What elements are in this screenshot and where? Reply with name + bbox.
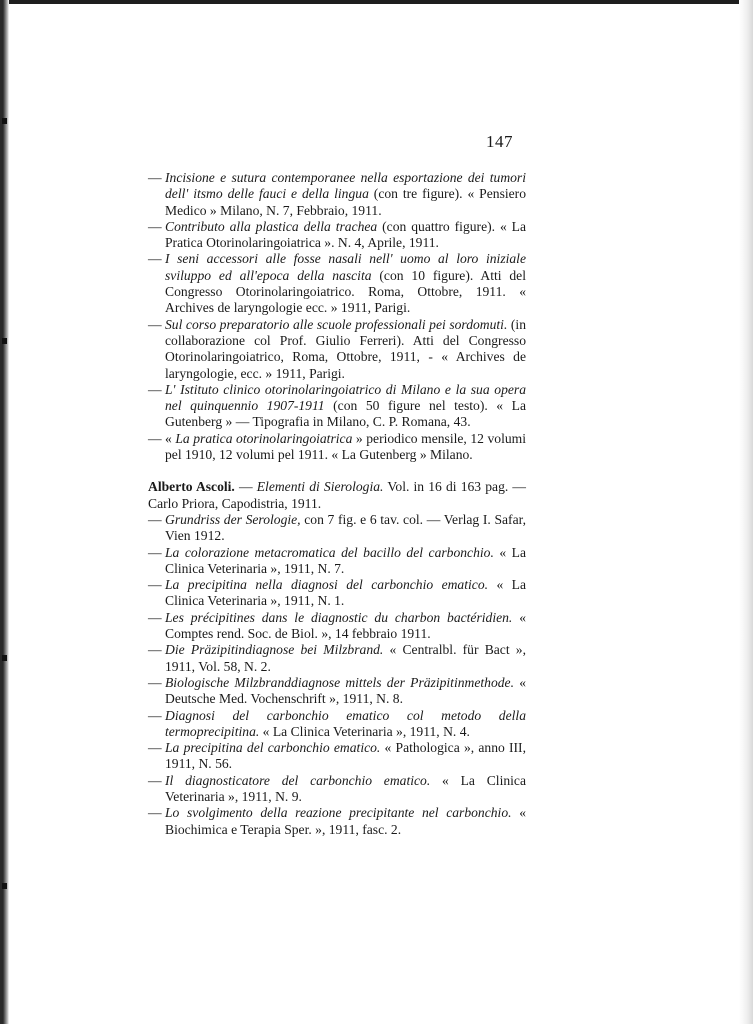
bibliography-entry [148,642,526,675]
bibliography-entry [148,317,526,382]
bibliography-entry [148,219,526,252]
entry-details: « Deutsche Med. Vochenschrift », 1911, N. 8. [165,674,526,707]
entry-title: Sul corso preparatorio alle scuole professionali pei sordomuti. [165,316,508,332]
entry-details: « Biochimica e Terapia Sper. », 1911, fasc. 2. [165,805,526,837]
entry-details: « Pathologica », anno III, 1911, N. 56. [165,740,526,772]
bibliography-entry [148,610,526,643]
entry-title: Biologische Milzbranddiagnose mittels der Präzipitinmethode. [165,674,514,690]
entry-title: Incisione e sutura contemporanee nella esportazione dei tumori dell' itsmo delle fauci e della lingua [165,170,526,202]
entry-title: Les précipitines dans le diagnostic du charbon bactéridien. [165,609,513,625]
entry-title: Grundriss der Serologie, [165,511,301,527]
entry-title: L' Istituto clinico otorinolaringoiatrico di Milano e la sua opera nel quinquennio 1907-1911 [165,381,526,414]
bibliography-entry [148,805,526,838]
entry-details: » periodico mensile, 12 volumi pel 1910, 12 volumi pel 1911. « La Gutenberg » Milano. [165,430,527,463]
scan-left-edge [0,0,9,1024]
entry-details: (con tre figure). « Pensiero Medico » Milano, N. 7, Febbraio, 1911. [165,186,526,218]
bibliography-entry [148,512,526,545]
entry-dash: — [148,577,162,593]
entry-dash: — [148,707,162,723]
entry-title: Die Präzipitindiagnose bei Milzbrand. [165,642,384,658]
bibliography-entry [148,740,526,773]
scan-mark [2,118,7,124]
entry-dash: — [148,381,162,397]
entry-details: (con 10 figure). Atti del Congresso Otorinolaringoiatrico. Roma, Ottobre, 1911. « Archives de laryngologie ecc. » 1911, Parigi. [165,267,526,316]
entry-title: Contributo alla plastica della trachea [165,218,378,234]
entry-details: « Comptes rend. Soc. de Biol. », 14 febbraio 1911. [165,609,526,642]
scan-mark [2,338,7,344]
author-entry [148,479,526,512]
entry-details: « La Clinica Veterinaria », 1911, N. 4. [259,723,470,739]
entry-dash: — [148,674,162,690]
entry-dash: — [148,544,162,560]
bibliography-entry [148,675,526,708]
scan-mark [2,883,7,889]
entry-details: (con 50 figure nel testo). « La Gutenberg » — Tipografia in Milano, C. P. Romana, 43. [165,398,526,430]
entry-details: con 7 fig. e 6 tav. col. — Verlag I. Safar, Vien 1912. [165,511,526,544]
scan-right-edge [739,0,753,1024]
entry-details: « La Clinica Veterinaria », 1911, N. 1. [165,577,526,609]
scan-mark [2,655,7,661]
entry-title: La precipitina nella diagnosi del carbonchio ematico. [165,577,489,593]
page-number: 147 [486,132,513,151]
entry-title: La colorazione metacromatica del bacillo del carbonchio. [165,544,494,560]
entry-dash: — [148,609,162,625]
entry-title: La pratica otorinolaringoiatrica [175,430,353,446]
author-separator: — [234,479,257,495]
entry-details: (con quattro figure). « La Pratica Otorinolaringoiatrica ». N. 4, Aprile, 1911. [165,218,526,251]
entry-dash: — [148,772,162,788]
entry-title: I seni accessori alle fosse nasali nell' uomo al loro iniziale sviluppo ed all'epoca della nascita [165,251,526,283]
author-name: Alberto Ascoli. [148,479,235,495]
entry-dash: — [148,740,162,756]
bibliography-text [148,170,526,838]
entry-details: « La Clinica Veterinaria », 1911, N. 7. [165,544,526,576]
entry-dash: — [148,170,162,185]
entry-details: (in collaborazione col Prof. Giulio Ferreri). Atti del Congresso Otorinolaringoiatrico, Roma, Ottobre, 1911, - « Archives de laryngologie, ecc. » 1911, Parigi. [165,316,527,381]
bibliography-entry [148,431,526,464]
bibliography-entry [148,708,526,741]
bibliography-entry [148,773,526,806]
entry-title: La precipitina del carbonchio ematico. [165,740,381,756]
entry-details: « Centralbl. für Bact », 1911, Vol. 58, N. 2. [165,642,526,674]
entry-details: « La Clinica Veterinaria », 1911, N. 9. [165,772,526,804]
scan-top-edge [0,0,753,4]
bibliography-entry [148,170,526,219]
entry-title: Il diagnosticatore del carbonchio ematico. [165,772,431,788]
entry-title: Elementi di Sierologia. [256,479,384,495]
entry-dash: — [148,251,162,267]
entry-dash: — [148,805,162,821]
entry-details: Vol. in 16 di 163 pag. — Carlo Priora, Capodistria, 1911. [148,479,527,511]
entry-dash: — [148,511,162,527]
bibliography-entry [148,545,526,578]
entry-title: Diagnosi del carbonchio ematico col metodo della termoprecipitina. [165,707,526,739]
bibliography-entry [148,382,526,431]
bibliography-entry [148,577,526,610]
entry-prefix: « [165,430,176,446]
entry-title: Lo svolgimento della reazione precipitante nel carbonchio. [165,805,512,821]
entry-dash: — [148,218,162,234]
entry-dash: — [148,642,162,658]
entry-dash: — [148,316,162,332]
bibliography-entry [148,251,526,316]
entry-dash: — [148,430,162,446]
